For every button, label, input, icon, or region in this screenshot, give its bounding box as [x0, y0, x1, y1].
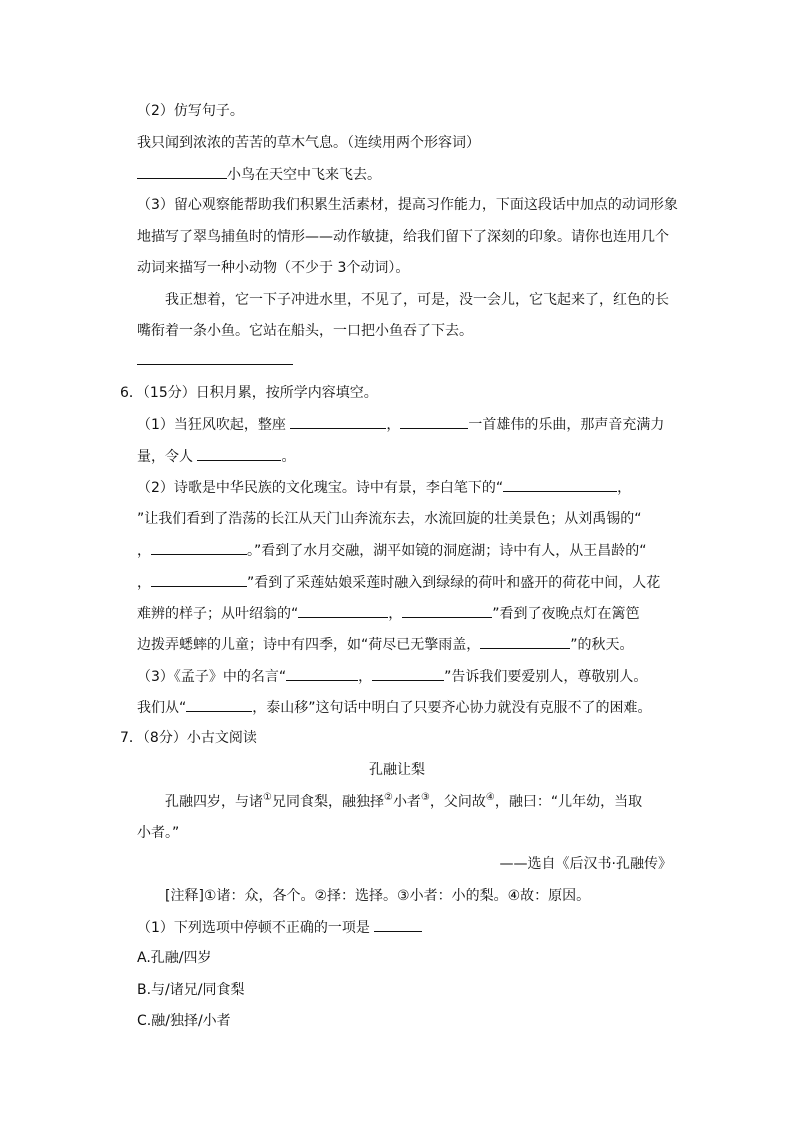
q6-text: 量，令人: [137, 449, 193, 465]
q5-sub2-example: 我只闻到浓浓的苦苦的草木气息。（连续用两个形容词）: [137, 135, 480, 151]
answer-blank[interactable]: [298, 603, 388, 618]
q6-text: （3）《孟子》中的名言“: [137, 669, 287, 685]
q6-s2-line1: [137, 477, 631, 497]
q6-text: ，: [388, 606, 403, 622]
q6-s2-line3: [137, 540, 647, 560]
q6-text: ”看到了采莲姑娘采莲时融入到绿绿的荷叶和盛开的荷花中间，人花: [247, 575, 661, 591]
q7-source: ——选自《后汉书·孔融传》: [499, 856, 672, 872]
q6-text: 边拨弄蟋蟀的儿童；诗中有四季，如“荷尽已无擎雨盖，: [137, 637, 481, 653]
answer-blank[interactable]: [137, 164, 227, 179]
note-marker-4: ④: [485, 792, 495, 803]
q6-text: ”告诉我们要爱别人，尊敬别人。: [444, 669, 648, 685]
q7-text: ，融曰：“儿年幼，当取: [494, 794, 643, 810]
q6-text: ”看到了夜晚点灯在篱笆: [492, 606, 640, 622]
q6-text: ”的秋天。: [570, 637, 634, 653]
answer-blank[interactable]: [151, 540, 247, 555]
q6-s2-line4: [137, 572, 660, 592]
q6-s3-line1: [137, 666, 647, 686]
q6-s1-line2: [137, 446, 295, 466]
answer-blank[interactable]: [372, 666, 444, 681]
q6-text: 。: [281, 449, 296, 465]
q6-text: ，: [137, 543, 151, 559]
q7-notes: [注释]①诸：众，各个。②择：选择。③小者：小的梨。④故：原因。: [165, 888, 591, 904]
answer-blank[interactable]: [290, 414, 386, 429]
q5-sub3-line2: 地描写了翠鸟捕鱼时的情形——动作敏捷，给我们留下了深刻的印象。请你也连用几个: [137, 229, 669, 245]
q6-s2-line2: ”让我们看到了浩荡的长江从天门山奔流东去，水流回旋的壮美景色；从刘禹锡的“: [137, 511, 642, 527]
q6-s2-line5: [137, 603, 640, 623]
q7-passage-line1: [165, 792, 642, 812]
q7-text: 兄同食梨，融独择: [271, 794, 384, 810]
q6-text: 一首雄伟的乐曲，那声音充满力: [468, 417, 665, 433]
q5-sub3-line1: （3）留心观察能帮助我们积累生活素材，提高习作能力，下面这段话中加点的动词形象: [137, 197, 678, 213]
q6-text: （1）当狂风吹起，整座: [137, 417, 286, 433]
q6-text: ，泰山移”这句话中明白了只要齐心协力就没有克服不了的困难。: [252, 700, 652, 716]
answer-blank[interactable]: [197, 446, 281, 461]
q5-passage-line1: 我正想着，它一下子冲进水里，不见了，可是，没一会儿，它飞起来了，红色的长: [165, 292, 669, 308]
q5-sub2-fill-text: 小鸟在天空中飞来飞去。: [227, 167, 381, 183]
q7-title: 孔融让梨: [369, 762, 425, 778]
q6-text: （2）诗歌是中华民族的文化瑰宝。诗中有景，李白笔下的“: [137, 480, 504, 496]
q7-header: 7．（8分）小古文阅读: [120, 730, 257, 746]
answer-blank[interactable]: [503, 477, 617, 492]
q5-sub3-line3: 动词来描写一种小动物（不少于 3个动词）。: [137, 260, 410, 276]
option-c[interactable]: C.融/独择/小者: [137, 1013, 231, 1029]
q5-answer-line: [137, 350, 293, 370]
q7-text: 小者: [392, 794, 421, 810]
answer-blank[interactable]: [480, 634, 570, 649]
q6-s3-line2: [137, 697, 652, 717]
q5-sub2-fill-line: [137, 164, 381, 184]
q7-sub1-text: （1）下列选项中停顿不正确的一项是: [137, 920, 370, 936]
answer-blank[interactable]: [151, 572, 247, 587]
q6-text: ，: [137, 575, 151, 591]
answer-blank[interactable]: [400, 414, 468, 429]
q5-passage-line2: 嘴衔着一条小鱼。它站在船头，一口把小鱼吞了下去。: [137, 323, 473, 339]
q6-text: 我们从“: [137, 700, 187, 716]
note-marker-3: ③: [420, 792, 430, 803]
q6-text: 难辨的样子；从叶绍翁的“: [137, 606, 299, 622]
q5-sub2-title: （2）仿写句子。: [137, 103, 244, 119]
q7-text: ，父问故: [429, 794, 486, 810]
q6-text: ，: [617, 480, 632, 496]
note-marker-2: ②: [383, 792, 393, 803]
q6-s1-line1: [137, 414, 664, 434]
option-a[interactable]: A.孔融/四岁: [137, 950, 212, 966]
q6-text: 。”看到了水月交融，湖平如镜的洞庭湖；诗中有人，从王昌龄的“: [247, 543, 647, 559]
q6-s2-line6: [137, 634, 634, 654]
q7-passage-line2: 小者。”: [137, 825, 180, 841]
answer-blank[interactable]: [186, 697, 252, 712]
answer-blank[interactable]: [286, 666, 358, 681]
q6-header: 6．（15分）日积月累，按所学内容填空。: [120, 385, 378, 401]
answer-blank[interactable]: [137, 350, 293, 365]
q7-text: 孔融四岁，与诸: [165, 794, 263, 810]
option-b[interactable]: B.与/诸兄/同食梨: [137, 982, 245, 998]
note-marker-1: ①: [263, 792, 272, 803]
answer-blank[interactable]: [402, 603, 492, 618]
q7-sub1: [137, 917, 422, 937]
q6-text: ，: [358, 669, 373, 685]
answer-blank[interactable]: [374, 917, 422, 932]
q6-text: ，: [386, 417, 401, 433]
